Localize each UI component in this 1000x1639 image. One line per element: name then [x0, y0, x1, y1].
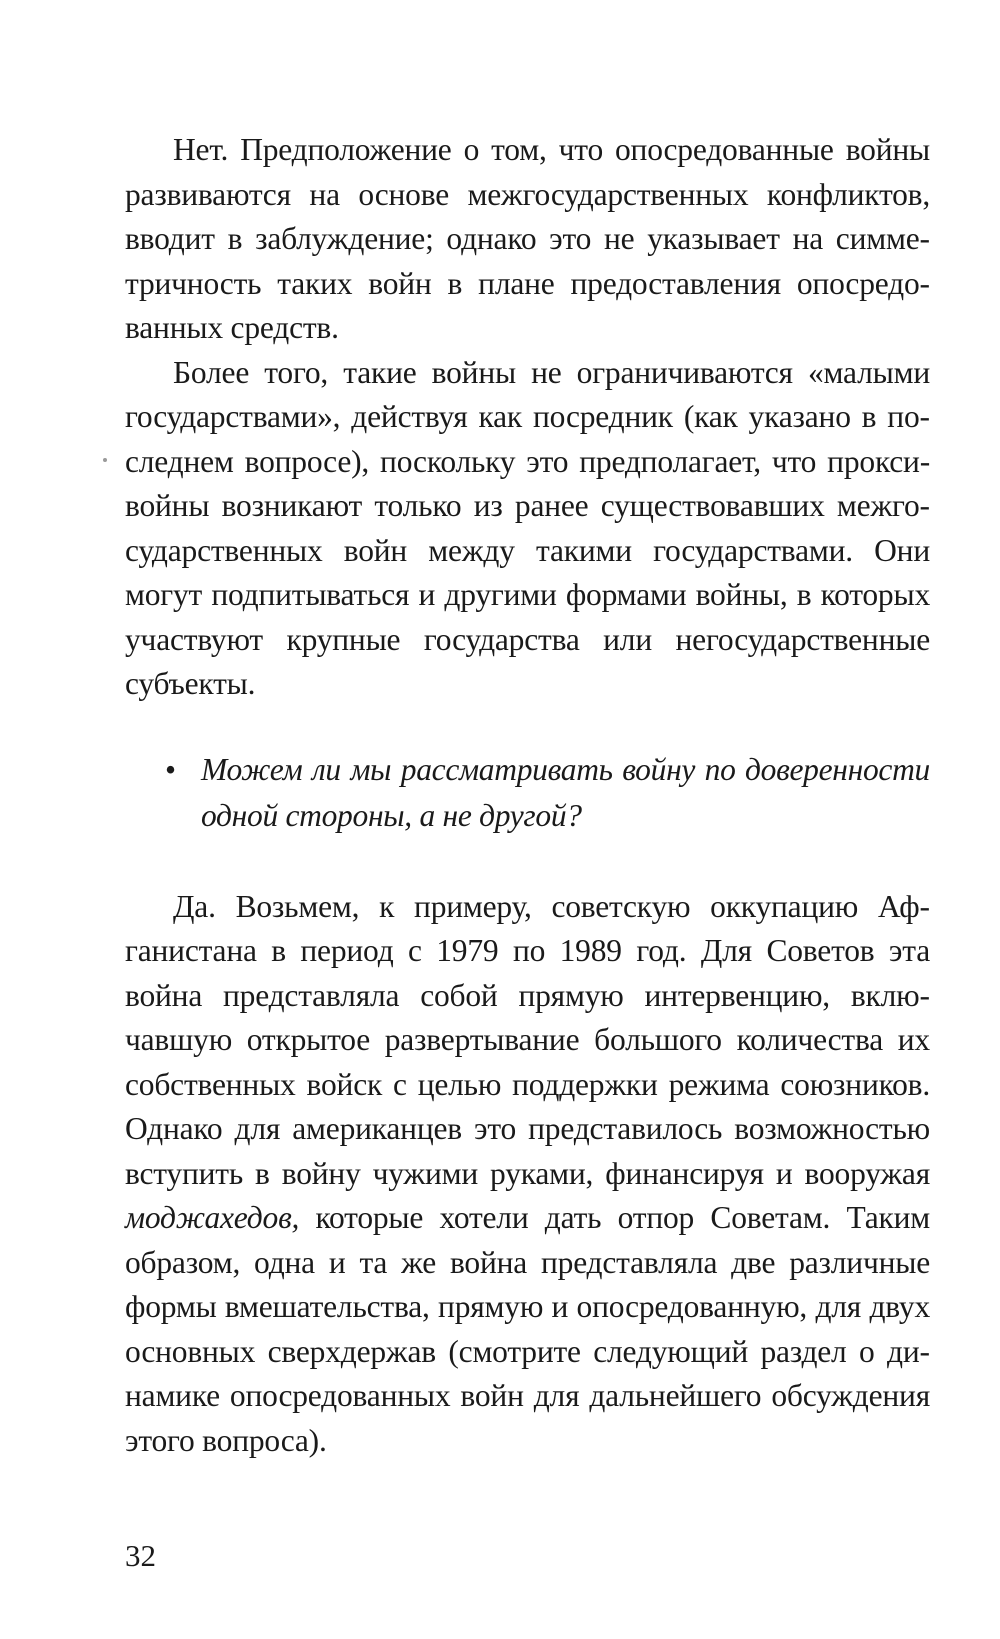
bullet-icon: • [165, 751, 176, 787]
page-body [125, 128, 930, 1463]
paragraph-3-text-end: которые хотели дать отпор Советам. Таким образом, одна и та же война представляла две различные формы вмешательства, прямую и опосредованную, для двух основных сверхдержав (смотрите следующий раздел о динамике опосредованных войн для дальнейшего обсуждения этого вопроса). [125, 1200, 930, 1458]
paragraph-3-text-start: Да. Возьмем, к примеру, советскую оккупацию Афганистана в период с 1979 по 1989 год. Для Советов эта война представляла собой прямую интервенцию, включавшую открытое развертывание большого количества их собственных войск с целью поддержки режима союзников. Однако для американцев это представилось возможностью вступить в войну чужими руками, финансируя и вооружая [125, 888, 930, 1191]
page-number: 32 [125, 1538, 156, 1573]
paragraph-3-emphasis: моджахедов, [125, 1200, 300, 1235]
bullet-question [125, 747, 930, 839]
paragraph-3 [125, 885, 930, 1464]
margin-speck [103, 458, 107, 462]
paragraph-1: Нет. Предположение о том, что опосредованные войны развиваются на основе межгосударственных конфликтов, вводит в заблуждение; однако это не указывает на симметричность таких войн в плане предоставления опосредованных средств. [125, 132, 930, 345]
paragraph-2: Более того, такие войны не ограничиваются «малыми государствами», действуя как посредник (как указано в последнем вопросе), поскольку это предполагает, что прокси-войны возникают только из ранее существовавших межгосударственных войн между такими государствами. Они могут подпитываться и другими формами войны, в которых участвуют крупные государства или негосударственные субъекты. [125, 354, 930, 701]
question-text: Можем ли мы рассматривать войну по доверенности одной стороны, а не другой? [201, 751, 930, 833]
